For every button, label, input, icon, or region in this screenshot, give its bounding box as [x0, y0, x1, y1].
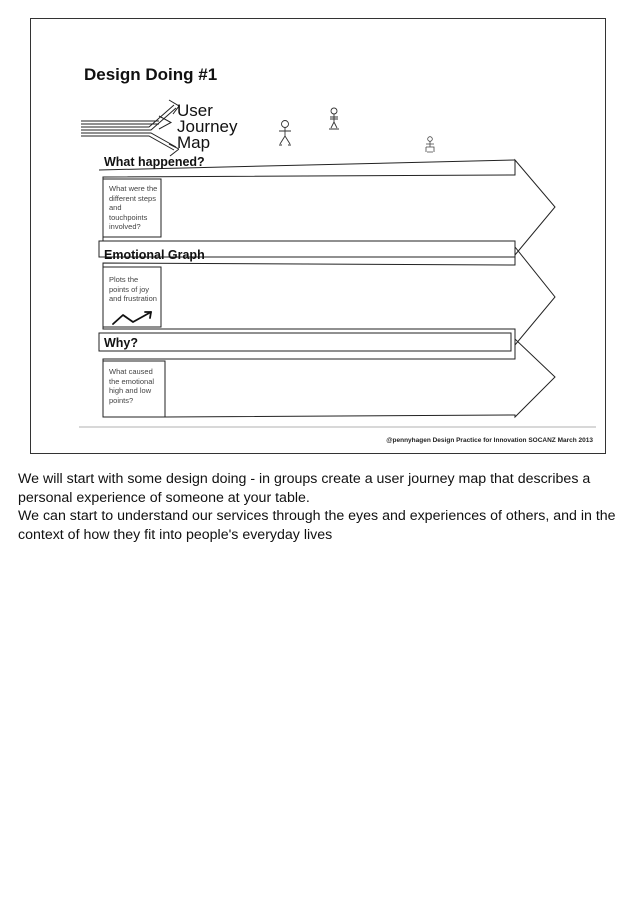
notes-paragraph: We can start to understand our services through the eyes and experiences of others, and in the context of how they fit into people's everyday lives — [18, 508, 616, 543]
logo-line-user: User — [177, 101, 213, 120]
row-3-header-strip — [99, 333, 511, 351]
prompt-why: What caused the emotional high and low points? — [109, 367, 155, 405]
logo-line-map: Map — [177, 133, 211, 152]
trend-up-icon — [111, 309, 157, 327]
section-heading-why: Why? — [104, 336, 139, 350]
notes-paragraph: We will start with some design doing - in groups create a user journey map that describes a personal experience of someone at your table. — [18, 471, 591, 506]
section-heading-emotional-graph: Emotional Graph — [104, 248, 205, 262]
logo-line-journey: Journey — [177, 117, 238, 136]
slide-title: Design Doing #1 — [84, 65, 218, 84]
prompt-what-happened: What were the different steps and touchpoints involved? — [109, 184, 158, 231]
prompt-emotional-graph: Plots the points of joy and frustration — [109, 275, 157, 303]
speaker-notes — [18, 470, 623, 544]
section-heading-what-happened: What happened? — [104, 155, 205, 169]
slide — [30, 18, 606, 454]
slide-credit: @pennyhagen Design Practice for Innovation SOCANZ March 2013 — [386, 437, 593, 444]
